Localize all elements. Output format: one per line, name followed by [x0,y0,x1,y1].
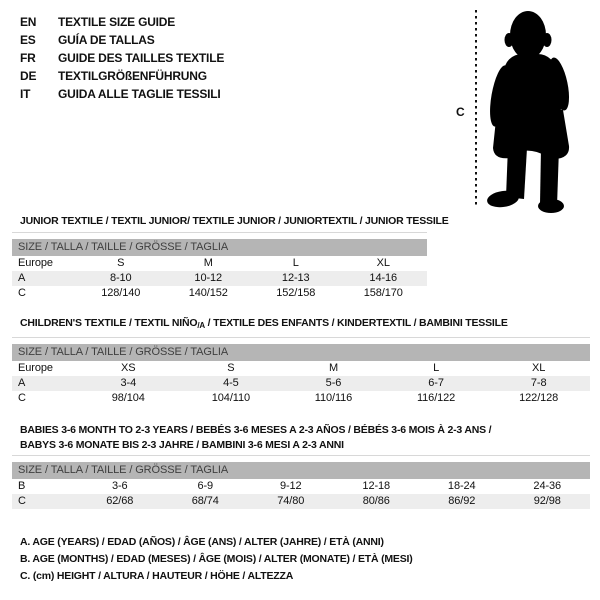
age-cell: 6-7 [428,377,444,389]
language-code: ES [20,33,36,47]
age-cell: 5-6 [325,377,342,389]
divider-line [12,337,590,338]
age-cell: 6-9 [197,480,214,492]
height-cell: 104/110 [211,392,251,404]
language-list [20,13,224,103]
table-row-height [12,494,590,509]
height-cell: 158/170 [363,287,403,299]
row-label: C [18,287,26,299]
babies-size-table [12,462,590,509]
babies-heading-line1: BABIES 3-6 MONTH TO 2-3 YEARS / BEBÉS 3-6 MESES A 2-3 AÑOS / BÉBÉS 3-6 MOIS À 2-3 ANS / [20,424,492,436]
babies-section-heading [20,423,491,453]
size-header-bar: SIZE / TALLA / TAILLE / GRÖSSE / TAGLIA [12,239,427,256]
age-cell: 24-36 [533,480,562,492]
footnote-age-months: B. AGE (MONTHS) / EDAD (MESES) / ÂGE (MOIS) / ALTER (MONATE) / ETÀ (MESI) [20,553,413,565]
height-cell: 68/74 [191,495,219,507]
age-cell: 12-13 [281,272,310,284]
children-heading-prefix: CHILDREN'S TEXTILE / TEXTIL NIÑO [20,317,198,329]
language-row-fr [20,49,224,67]
table-row-height [12,391,590,406]
language-row-es [20,31,224,49]
size-cell: XS [121,362,136,374]
age-cell: 3-4 [120,377,137,389]
age-cell: 12-18 [362,480,391,492]
divider-line [12,455,590,456]
junior-section-heading: JUNIOR TEXTILE / TEXTIL JUNIOR/ TEXTILE JUNIOR / JUNIORTEXTIL / JUNIOR TESSILE [20,215,449,227]
row-label: A [18,272,26,284]
language-code: FR [20,51,36,65]
babies-heading-line2: BABYS 3-6 MONATE BIS 2-3 JAHRE / BAMBINI 3-6 MESI A 2-3 ANNI [20,439,344,451]
height-cell: 74/80 [277,495,305,507]
language-code: EN [20,15,37,29]
footnote-height: C. (cm) HEIGHT / ALTURA / HAUTEUR / HÖHE / ALTEZZA [20,570,294,582]
age-cell: 14-16 [369,272,398,284]
height-cell: 92/98 [533,495,561,507]
divider-line [12,232,427,233]
height-cell: 98/104 [111,392,145,404]
height-cell: 62/68 [106,495,134,507]
row-label: Europe [18,362,53,374]
age-cell: 7-8 [530,377,547,389]
footnote-age-years: A. AGE (YEARS) / EDAD (AÑOS) / ÂGE (ANS) / ALTER (JAHRE) / ETÀ (ANNI) [20,536,384,548]
language-title: GUÍA DE TALLAS [58,33,155,47]
table-row-europe [12,256,427,271]
language-title: TEXTILE SIZE GUIDE [58,15,176,29]
size-cell: XL [532,362,546,374]
table-row-age-months [12,479,590,494]
age-cell: 9-12 [279,480,302,492]
size-cell: L [433,362,440,374]
row-label: Europe [18,257,53,269]
row-label: B [18,480,26,492]
age-cell: 8-10 [109,272,132,284]
junior-size-table [12,239,427,301]
age-cell: 4-5 [223,377,239,389]
size-cell: M [203,257,213,269]
size-header-bar: SIZE / TALLA / TAILLE / GRÖSSE / TAGLIA [12,344,590,361]
size-cell: S [227,362,235,374]
language-code: DE [20,69,37,83]
height-cell: 122/128 [519,392,559,404]
height-cell: 86/92 [448,495,476,507]
height-cell: 128/140 [101,287,141,299]
age-cell: 10-12 [194,272,223,284]
row-label: A [18,377,26,389]
children-size-table [12,344,590,406]
language-title: TEXTILGRÖßENFÜHRUNG [58,69,207,83]
children-section-heading [20,317,508,330]
size-cell: L [292,257,299,269]
table-row-age [12,376,590,391]
height-cell: 140/152 [188,287,228,299]
row-label: C [18,495,26,507]
children-heading-subscript: /A [197,321,205,330]
footnotes [20,534,413,585]
age-cell: 18-24 [447,480,476,492]
language-row-it [20,85,224,103]
children-heading-suffix: / TEXTILE DES ENFANTS / KINDERTEXTIL / BAMBINI TESSILE [204,317,508,329]
language-row-en [20,13,224,31]
size-cell: XL [376,257,390,269]
table-row-height [12,286,427,301]
row-label: C [18,392,26,404]
height-cell: 80/86 [362,495,390,507]
language-title: GUIDE DES TAILLES TEXTILE [58,51,225,65]
size-cell: M [328,362,339,374]
size-header-bar: SIZE / TALLA / TAILLE / GRÖSSE / TAGLIA [12,462,590,479]
language-code: IT [20,87,31,101]
baby-silhouette [486,11,573,213]
height-marker-label: C [456,105,465,119]
height-cell: 116/122 [416,392,456,404]
height-cell: 152/158 [276,287,316,299]
age-cell: 3-6 [111,480,128,492]
height-cell: 110/116 [314,392,353,404]
table-row-europe [12,361,590,376]
language-title: GUIDA ALLE TAGLIE TESSILI [58,87,221,101]
size-cell: S [117,257,125,269]
table-row-age [12,271,427,286]
language-row-de [20,67,224,85]
